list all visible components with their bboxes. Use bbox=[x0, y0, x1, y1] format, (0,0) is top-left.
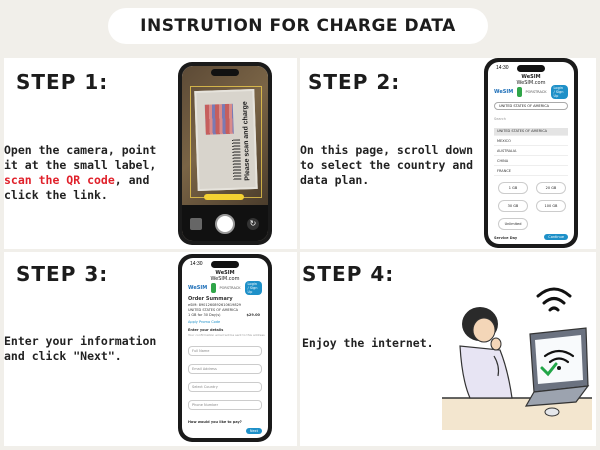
notch bbox=[211, 69, 239, 76]
step-2-description: On this page, scroll down to select the country and data plan. bbox=[300, 143, 474, 187]
login-button[interactable]: Login / Sign Up bbox=[551, 85, 568, 99]
plan-option[interactable]: 20 GB bbox=[536, 182, 566, 194]
plan-option[interactable]: 1 GB bbox=[498, 182, 528, 194]
site-sub: WeSIM.com bbox=[210, 276, 240, 282]
country-option[interactable]: FRANCE bbox=[494, 168, 568, 176]
country-screen bbox=[488, 62, 574, 244]
brand-logo: WeSIM bbox=[188, 285, 208, 291]
order-summary-title: Order Summary bbox=[188, 296, 233, 302]
order-line: eSIM: 8901260892610619829 bbox=[188, 303, 242, 307]
camera-screen bbox=[182, 66, 268, 241]
promo-code-link[interactable]: Apply Promo Code bbox=[188, 320, 221, 324]
step-4-title: STEP 4: bbox=[302, 262, 395, 286]
site-name: WeSIM bbox=[215, 270, 235, 276]
step-2-panel bbox=[300, 58, 596, 249]
notch bbox=[517, 65, 545, 72]
country-option[interactable]: MEXICO bbox=[494, 138, 568, 146]
step-1-description bbox=[4, 143, 174, 203]
page-banner bbox=[108, 8, 488, 44]
form-screen bbox=[182, 258, 268, 438]
plan-option[interactable]: 100 GB bbox=[536, 200, 566, 212]
focus-frame bbox=[190, 86, 262, 198]
illustration-person-laptop bbox=[442, 280, 592, 430]
brand-logo: WeSIM bbox=[494, 89, 514, 95]
service-day-label: Service Day bbox=[494, 236, 518, 240]
plan-option[interactable]: Unlimited bbox=[498, 218, 528, 230]
step-1-desc-text-end: , and click the link. bbox=[4, 173, 150, 202]
gallery-thumbnail[interactable] bbox=[190, 218, 202, 230]
details-title: Enter your details bbox=[188, 328, 224, 332]
status-time: 14:30 bbox=[190, 261, 203, 267]
notch bbox=[211, 261, 239, 268]
brand-row bbox=[494, 86, 568, 98]
step-1-panel bbox=[4, 58, 297, 249]
status-time: 14:30 bbox=[496, 65, 509, 71]
step-2-title: STEP 2: bbox=[308, 70, 401, 94]
qr-link-popup[interactable] bbox=[204, 194, 244, 200]
step-1-desc-highlight: scan the QR code bbox=[4, 173, 115, 187]
step-1-desc-text: Open the camera, point it at the small label, bbox=[4, 143, 157, 172]
phone-form-mockup bbox=[178, 254, 272, 442]
next-button[interactable]: Next bbox=[246, 428, 262, 434]
step-4-description: Enjoy the internet. bbox=[302, 336, 434, 350]
order-price: $29.00 bbox=[246, 313, 260, 317]
details-subtitle: Your confirmation email will be sent to this address bbox=[188, 333, 265, 337]
partner-logo-icon bbox=[211, 283, 215, 293]
partner-logo-icon bbox=[517, 87, 521, 97]
label-text: Please scan and charge bbox=[241, 101, 252, 181]
shutter-button[interactable] bbox=[215, 214, 235, 234]
continue-button[interactable]: Continue bbox=[544, 234, 568, 240]
country-select[interactable]: UNITED STATES OF AMERICA bbox=[494, 102, 568, 110]
order-country: UNITED STATES OF AMERICA bbox=[188, 308, 239, 312]
step-4-panel bbox=[300, 252, 596, 446]
partner-name: PORSTRACK bbox=[525, 90, 547, 94]
camera-controls bbox=[182, 205, 268, 241]
wifi-icon bbox=[538, 289, 570, 310]
country-field[interactable]: Select Country bbox=[188, 382, 262, 392]
full-name-field[interactable]: Full Name bbox=[188, 346, 262, 356]
phone-camera-mockup bbox=[178, 62, 272, 245]
step-3-description: Enter your information and click "Next". bbox=[4, 334, 157, 363]
step-1-title: STEP 1: bbox=[16, 70, 109, 94]
country-option[interactable]: AUSTRALIA bbox=[494, 148, 568, 156]
search-input[interactable]: Search bbox=[494, 117, 507, 121]
phone-field[interactable]: Phone Number bbox=[188, 400, 262, 410]
order-plan: 1 GB for 30 Day(s) bbox=[188, 313, 221, 317]
flip-camera-icon[interactable]: ↻ bbox=[247, 218, 259, 230]
email-field[interactable]: Email Address bbox=[188, 364, 262, 374]
banner-title: INSTRUTION FOR CHARGE DATA bbox=[140, 16, 456, 36]
step-3-title: STEP 3: bbox=[16, 262, 109, 286]
site-name: WeSIM bbox=[521, 74, 541, 80]
country-option[interactable]: UNITED STATES OF AMERICA bbox=[494, 128, 568, 136]
login-button[interactable]: Login / Sign Up bbox=[245, 281, 262, 295]
plan-option[interactable]: 30 GB bbox=[498, 200, 528, 212]
phone-country-mockup bbox=[484, 58, 578, 248]
step-3-panel bbox=[4, 252, 297, 446]
pay-question: How would you like to pay? bbox=[188, 420, 242, 424]
country-option[interactable]: CHINA bbox=[494, 158, 568, 166]
site-sub: WeSIM.com bbox=[516, 80, 546, 86]
person-laptop-illustration bbox=[442, 280, 592, 430]
brand-row bbox=[188, 282, 262, 294]
partner-name: PORSTRACK bbox=[219, 286, 241, 290]
